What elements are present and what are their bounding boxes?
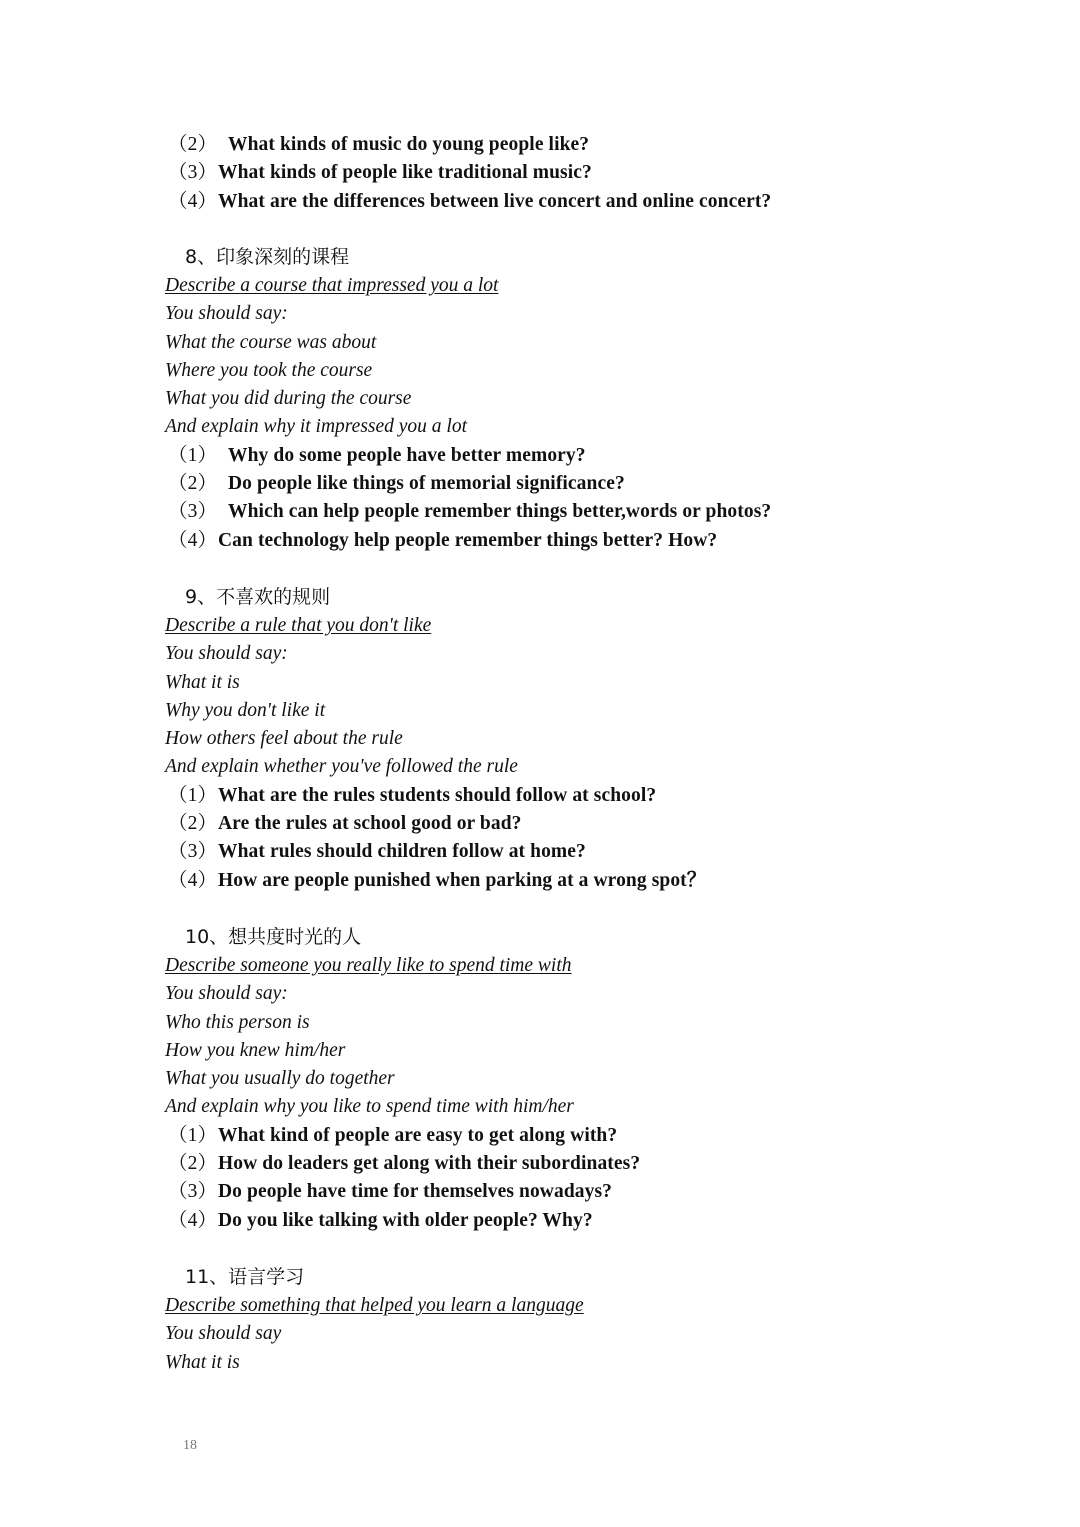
page-number: 18: [183, 1438, 197, 1453]
prompt-line: What you usually do together: [165, 1068, 395, 1090]
question-text: What kind of people are easy to get along with?: [218, 1124, 618, 1146]
prompt-line: What it is: [165, 1351, 240, 1373]
question-text: How are people punished when parking at a wrong spot？: [218, 869, 707, 891]
prompt-line: How you knew him/her: [165, 1039, 346, 1061]
question-number: （4）: [168, 869, 218, 891]
prompt-line: And explain why you like to spend time with him/her: [165, 1096, 574, 1118]
topic-title: Describe a rule that you don't like: [165, 615, 432, 636]
question-number: （3）: [168, 162, 218, 184]
prompt-line: Why you don't like it: [165, 699, 326, 721]
section-heading: 8、印象深刻的课程: [185, 246, 350, 268]
question-number: （2）: [168, 813, 218, 835]
question-number: （3）: [168, 841, 218, 863]
question-line: [168, 131, 888, 159]
question-number: （4）: [168, 190, 218, 212]
question-number: （2）: [168, 134, 218, 155]
prompt-line: And explain whether you've followed the rule: [165, 756, 518, 778]
should-say-label: You should say:: [165, 303, 288, 325]
section-heading: 11、语言学习: [185, 1266, 305, 1288]
question-line: [168, 1207, 905, 1235]
question-number: （1）: [168, 784, 218, 806]
question-line: [168, 188, 888, 216]
prompt-line: What it is: [165, 671, 240, 693]
section-8: [165, 242, 905, 555]
question-line: [168, 442, 905, 470]
question-number: （3）: [168, 1181, 218, 1203]
question-text: Do people have time for themselves nowadays?: [218, 1181, 613, 1203]
prompt-line: How others feel about the rule: [165, 728, 403, 750]
section-11: [165, 1262, 905, 1377]
question-text: What kinds of music do young people like?: [228, 134, 590, 155]
should-say-label: You should say: [165, 1323, 282, 1345]
question-text: Which can help people remember things better,words or photos?: [228, 501, 772, 523]
question-number: （4）: [168, 1209, 218, 1231]
question-text: Why do some people have better memory?: [228, 444, 586, 466]
prompt-line: What you did during the course: [165, 388, 412, 410]
section-10: [165, 922, 905, 1235]
question-line: [168, 159, 888, 187]
question-line: [168, 470, 905, 498]
question-line: [168, 498, 905, 526]
prompt-line: And explain why it impressed you a lot: [165, 416, 468, 438]
question-number: （2）: [168, 1153, 218, 1175]
question-line: [168, 810, 905, 838]
section-heading: 9、不喜欢的规则: [185, 586, 331, 608]
question-text: What are the rules students should follow at school?: [218, 784, 657, 806]
question-number: （1）: [168, 444, 218, 466]
question-number: （4）: [168, 529, 218, 551]
question-line: [168, 867, 905, 895]
question-line: [168, 1150, 905, 1178]
question-text: Do people like things of memorial significance?: [228, 473, 625, 495]
question-text: What rules should children follow at home?: [218, 841, 586, 863]
question-text: How do leaders get along with their subordinates?: [218, 1153, 641, 1175]
question-number: （3）: [168, 501, 218, 523]
question-line: [168, 1178, 905, 1206]
question-text: What kinds of people like traditional music?: [218, 162, 592, 184]
section-heading: 10、想共度时光的人: [185, 926, 362, 948]
prompt-line: Where you took the course: [165, 359, 373, 381]
question-text: What are the differences between live concert and online concert?: [218, 190, 772, 212]
question-line: [168, 838, 905, 866]
topic-title: Describe a course that impressed you a lot: [165, 275, 499, 296]
prompt-line: What the course was about: [165, 331, 377, 353]
question-number: （2）: [168, 473, 218, 495]
question-text: Do you like talking with older people? Why?: [218, 1209, 593, 1231]
topic-title: Describe something that helped you learn a language: [165, 1295, 584, 1316]
topic-title: Describe someone you really like to spend time with: [165, 955, 572, 976]
question-text: Can technology help people remember things better? How?: [218, 529, 718, 551]
question-line: [168, 782, 905, 810]
question-line: [168, 1122, 905, 1150]
prompt-line: Who this person is: [165, 1011, 310, 1033]
question-text: Are the rules at school good or bad?: [218, 813, 522, 835]
question-line: [168, 527, 905, 555]
question-number: （1）: [168, 1124, 218, 1146]
should-say-label: You should say:: [165, 643, 288, 665]
continued-question-list: [168, 131, 888, 216]
section-9: [165, 582, 905, 895]
should-say-label: You should say:: [165, 983, 288, 1005]
